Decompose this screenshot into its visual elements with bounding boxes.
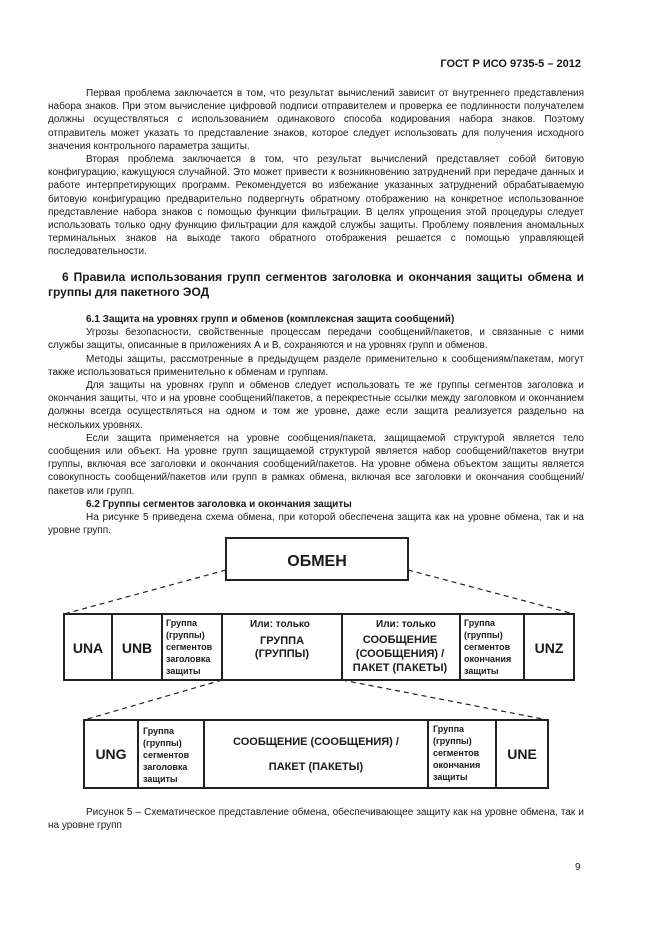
row2-packet-label: ПАКЕТ (ПАКЕТЫ) xyxy=(268,761,364,773)
svg-text:защиты: защиты xyxy=(143,774,178,784)
connector-left xyxy=(64,570,226,614)
svg-text:заголовка: заголовка xyxy=(166,654,211,664)
svg-text:(СООБЩЕНИЯ) /: (СООБЩЕНИЯ) / xyxy=(355,648,445,660)
svg-text:защиты: защиты xyxy=(464,666,499,676)
svg-text:Группа: Группа xyxy=(143,726,175,736)
group-label-plural: (ГРУППЫ) xyxy=(254,648,310,660)
or-only-label-2: Или: только xyxy=(376,619,436,630)
una-label: UNA xyxy=(72,640,104,656)
svg-text:окончания: окончания xyxy=(464,654,512,664)
svg-text:сегментов: сегментов xyxy=(464,642,511,652)
svg-text:сегментов: сегментов xyxy=(433,748,480,758)
connector-group-left xyxy=(84,680,222,720)
svg-text:сегментов: сегментов xyxy=(143,750,190,760)
svg-text:(группы): (группы) xyxy=(143,738,182,748)
svg-text:Группа: Группа xyxy=(166,618,198,628)
section-title: Правила использования групп сегментов заголовка и окончания защиты обмена и группы для пакетного ЭОД xyxy=(48,270,584,299)
paragraph: Методы защиты, рассмотренные в предыдущем разделе применительно к сообщениям/пакетам, могут также использоваться применительно к обменам и группам. xyxy=(48,353,584,378)
svg-text:окончания: окончания xyxy=(433,760,481,770)
svg-text:(группы): (группы) xyxy=(166,630,205,640)
paragraph: Угрозы безопасности, свойственные процессам передачи сообщений/пакетов, и связанные с ними службы защиты, описанные в приложениях А и В, сохраняются и на уровнях групп и обменов. xyxy=(48,327,584,352)
row1-message-label xyxy=(353,634,448,674)
paragraph: Вторая проблема заключается в том, что результат вычислений представляет собой битовую конфигурацию, кажущуюся случайной. Это может привести к возникновению затруднений при передаче данных и работе интерпретирующих программ. Рекомендуется во избежание указанных затруднений обрабатываемую битовую конфигурацию предварительно подвергнуть обратному отображению на конкретное использованное представление набора знаков с помощью функции фильтрации. В целях упрощения этой процедуры следует использовать только одну функцию фильтрации для каждой службы защиты. Проблему появления аномальных терминальных знаков на выходе такого обратного отображения решается с помощью управляющей последовательности. xyxy=(48,154,584,258)
svg-text:Группа: Группа xyxy=(464,618,496,628)
paragraph: Для защиты на уровнях групп и обменов следует использовать те же группы сегментов заголовка и окончания защиты, что и на уровне сообщений/пакетов, а перекрестные ссылки между заголовком и окончанием должны всегда осуществляться на одном и том же уровне, даже если защита реализуется раздельно на нескольких уровнях. xyxy=(48,380,584,431)
or-only-label-1: Или: только xyxy=(250,619,310,630)
page-number: 9 xyxy=(575,862,581,873)
unz-label: UNZ xyxy=(534,640,564,656)
caption-text: Рисунок 5 – Схематическое представление обмена, обеспечивающее защиту как на уровне обмена, так и на уровне групп xyxy=(48,807,584,832)
figure-caption xyxy=(48,806,584,832)
row2-header-group xyxy=(143,726,190,784)
svg-text:СООБЩЕНИЕ: СООБЩЕНИЕ xyxy=(362,634,438,646)
unb-label: UNB xyxy=(121,640,153,656)
connector-group-right xyxy=(342,680,548,720)
svg-text:защиты: защиты xyxy=(166,666,201,676)
row2-message-label: СООБЩЕНИЕ (СООБЩЕНИЯ) / xyxy=(233,736,399,748)
section-number: 6 xyxy=(62,270,69,284)
group-label: ГРУППА xyxy=(259,635,305,647)
svg-text:сегментов: сегментов xyxy=(166,642,213,652)
paragraph: Если защита применяется на уровне сообщения/пакета, защищаемой структурой является тело сообщения или объект. На уровне групп защищаемой структурой является набор сообщений/пакетов внутри группы, включая все заголовки и окончания сообщений/пакетов. На уровне обмена объектом защиты является совокупность сообщений/пакетов или групп в рамках обмена, включая все заголовки и окончания сообщений/пакетов или групп. xyxy=(48,432,584,497)
subsection-heading: 6.1 Защита на уровнях групп и обменов (комплексная защита сообщений) xyxy=(86,314,455,325)
svg-text:ПАКЕТ (ПАКЕТЫ): ПАКЕТ (ПАКЕТЫ) xyxy=(352,662,448,674)
row1-header-group xyxy=(166,618,213,676)
svg-text:Группа: Группа xyxy=(433,724,465,734)
subsection-heading: 6.2 Группы сегментов заголовка и окончания защиты xyxy=(86,498,352,510)
svg-text:защиты: защиты xyxy=(433,772,468,782)
paragraph: Первая проблема заключается в том, что результат вычислений зависит от внутреннего представления набора знаков. При этом вычисление цифровой подписи отправителем и проверка ее подлинности получателем должны осуществляться с использованием одинакового способа кодирования набора знаков. Поэтому отправитель может указать то представление знаков, которое следует использовать для получения исходного значения контрольного параметра защиты. xyxy=(48,88,584,152)
ung-label: UNG xyxy=(95,746,127,762)
row2-trailer-group xyxy=(433,724,480,782)
document-header: ГОСТ Р ИСО 9735-5 – 2012 xyxy=(440,58,581,70)
connector-right xyxy=(408,570,574,614)
svg-text:(группы): (группы) xyxy=(433,736,472,746)
row1-trailer-group xyxy=(464,618,511,676)
exchange-label: ОБМЕН xyxy=(287,553,347,570)
svg-text:заголовка: заголовка xyxy=(143,762,188,772)
paragraph: На рисунке 5 приведена схема обмена, при которой обеспечена защита как на уровне обмена, так и на уровне групп. xyxy=(48,512,584,537)
une-label: UNE xyxy=(507,746,537,762)
svg-text:(группы): (группы) xyxy=(464,630,503,640)
